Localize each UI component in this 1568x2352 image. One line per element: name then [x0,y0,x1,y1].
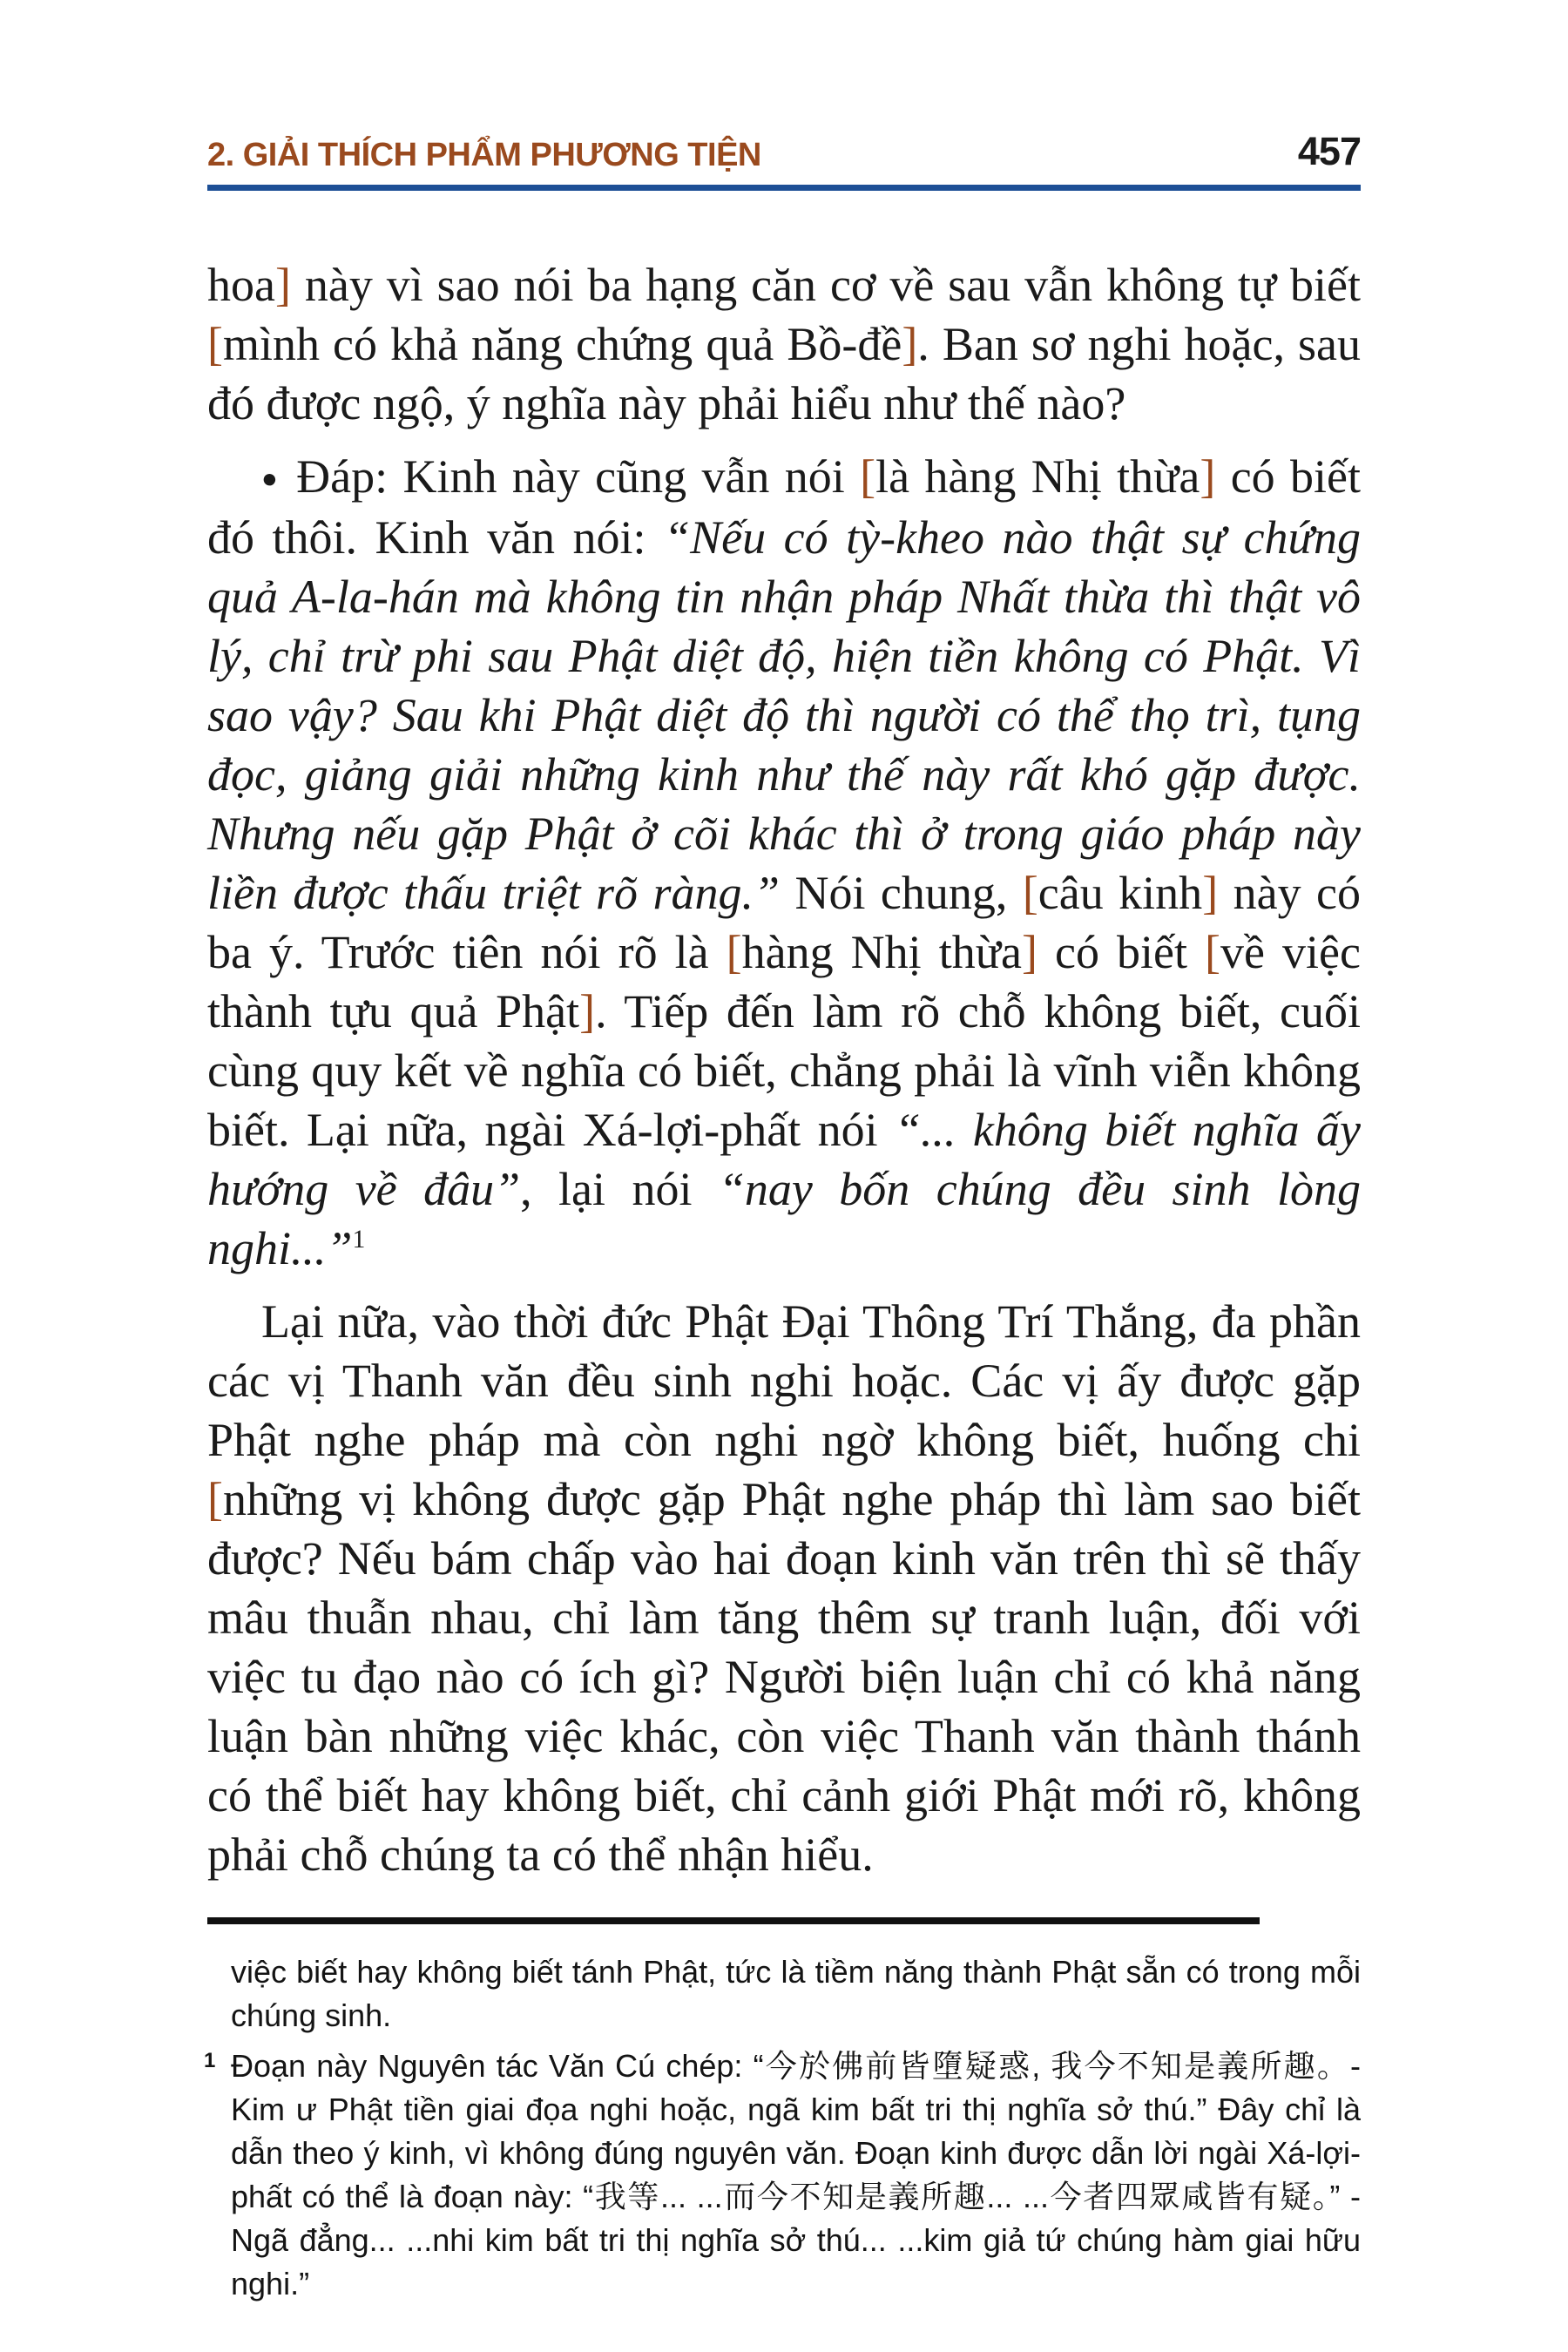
text-segment: Đáp: Kinh này cũng vẫn nói [280,450,861,503]
text-segment: này vì sao nói ba hạng căn cơ về sau vẫn không tự biết [290,259,1361,311]
text-segment: Lại nữa, vào thời đức Phật Đại Thông Trí Thắng, đa phần các vị Thanh văn đều sinh nghi hoặc. Các vị ấy được gặp Phật nghe pháp mà còn nghi ngờ không biết, huống chi [207,1295,1361,1467]
text-segment: câu kinh [1037,867,1203,920]
text-segment: là hàng Nhị thừa [875,450,1200,503]
text-segment: , lại nói [520,1163,719,1216]
editorial-bracket: [ [1205,926,1221,979]
editorial-bracket: [ [207,1473,223,1526]
text-segment: có biết đó thôi. Kinh văn nói: [207,450,1362,564]
text-segment: hàng Nhị thừa [741,926,1022,979]
editorial-bracket: [ [207,318,223,370]
text-segment: mình có khả năng chứng quả Bồ-đề [222,318,902,370]
text-segment: hoa [207,259,275,311]
body-text-container [207,255,1361,1884]
page-header [207,129,1361,174]
body-paragraph [207,447,1361,1278]
header-rule [207,185,1361,191]
text-segment: này có ba ý. Trước tiên nói rõ là [207,867,1361,979]
editorial-bracket: [ [726,926,742,979]
page-number: 457 [1297,129,1361,173]
quoted-text-segment: “Nếu có tỳ-kheo nào thật sự chứng quả A-la-hán mà không tin nhận pháp Nhất thừa thì thật vô lý, chỉ trừ phi sau Phật diệt độ, hiện tiền không có Phật. Vì sao vậy? Sau khi Phật diệt độ thì người có thể thọ trì, tụng đọc, giảng giải những kinh như thế này rất khó gặp được. Nhưng nếu gặp Phật ở cõi khác thì ở trong giáo pháp này liền được thấu triệt rõ ràng.” [207,511,1361,920]
body-paragraph [207,1292,1361,1884]
bullet-marker: ● [261,463,281,494]
editorial-bracket: [ [1022,867,1038,920]
editorial-bracket: ] [274,259,291,311]
footnote-text: Đoạn này Nguyên tác Văn Cú chép: “今於佛前皆墮疑惑, 我今不知是義所趣。- Kim ư Phật tiền giai đọa nghi hoặc, ngã kim bất tri thị nghĩa sở thú.” Đây chỉ là dẫn theo ý kinh, vì không đúng nguyên văn. Đoạn kinh được dẫn lời ngài Xá-lợi-phất có thể là đoạn này: “我等... ...而今不知是義所趣... ...今者四眾咸皆有疑。” - Ngã đẳng... ...nhi kim bất tri thị nghĩa sở thú... ...kim giả tứ chúng hàm giai hữu nghi.” [231,2048,1361,2302]
text-segment: . Ban sơ nghi hoặc, sau đó được ngộ, ý nghĩa này phải hiểu như thế nào? [207,318,1361,429]
footnote-continuation: việc biết hay không biết tánh Phật, tức là tiềm năng thành Phật sẵn có trong mỗi chúng sinh. [231,1954,1361,2034]
footnotes-section [204,1917,1361,2306]
body-paragraph [207,255,1361,433]
text-segment: có biết [1037,926,1206,979]
text-segment: . Tiếp đến làm rõ chỗ không biết, cuối cùng quy kết về nghĩa có biết, chẳng phải là vĩnh viễn không biết. Lại nữa, ngài Xá-lợi-phất nói [207,985,1361,1157]
editorial-bracket: ] [1200,450,1216,503]
footnote-reference: 1 [352,1226,366,1254]
footnote-marker: 1 [204,2049,216,2073]
editorial-bracket: ] [902,318,918,370]
text-segment: Nói chung, [780,867,1023,920]
footnote-separator-rule [207,1917,1260,1924]
text-segment: những vị không được gặp Phật nghe pháp thì làm sao biết được? Nếu bám chấp vào hai đoạn kinh văn trên thì sẽ thấy mâu thuẫn nhau, chỉ làm tăng thêm sự tranh luận, đối với việc tu đạo nào có ích gì? Người biện luận chỉ có khả năng luận bàn những việc khác, còn việc Thanh văn thành thánh có thể biết hay không biết, chỉ cảnh giới Phật mới rõ, không phải chỗ chúng ta có thể nhận hiểu. [207,1473,1361,1882]
editorial-bracket: ] [579,985,596,1038]
text-segment: về việc thành tựu quả Phật [207,926,1361,1038]
running-header-title: 2. GIẢI THÍCH PHẨM PHƯƠNG TIỆN [207,137,761,173]
editorial-bracket: ] [1021,926,1037,979]
footnotes-container [204,1950,1361,2306]
quoted-text-segment: “... không biết nghĩa ấy hướng về đâu” [207,1104,1361,1216]
editorial-bracket: [ [860,450,876,503]
quoted-text-segment: “nay bốn chúng đều sinh lòng nghi...” [207,1163,1361,1275]
editorial-bracket: ] [1202,867,1219,920]
footnote-item [204,2044,1361,2306]
